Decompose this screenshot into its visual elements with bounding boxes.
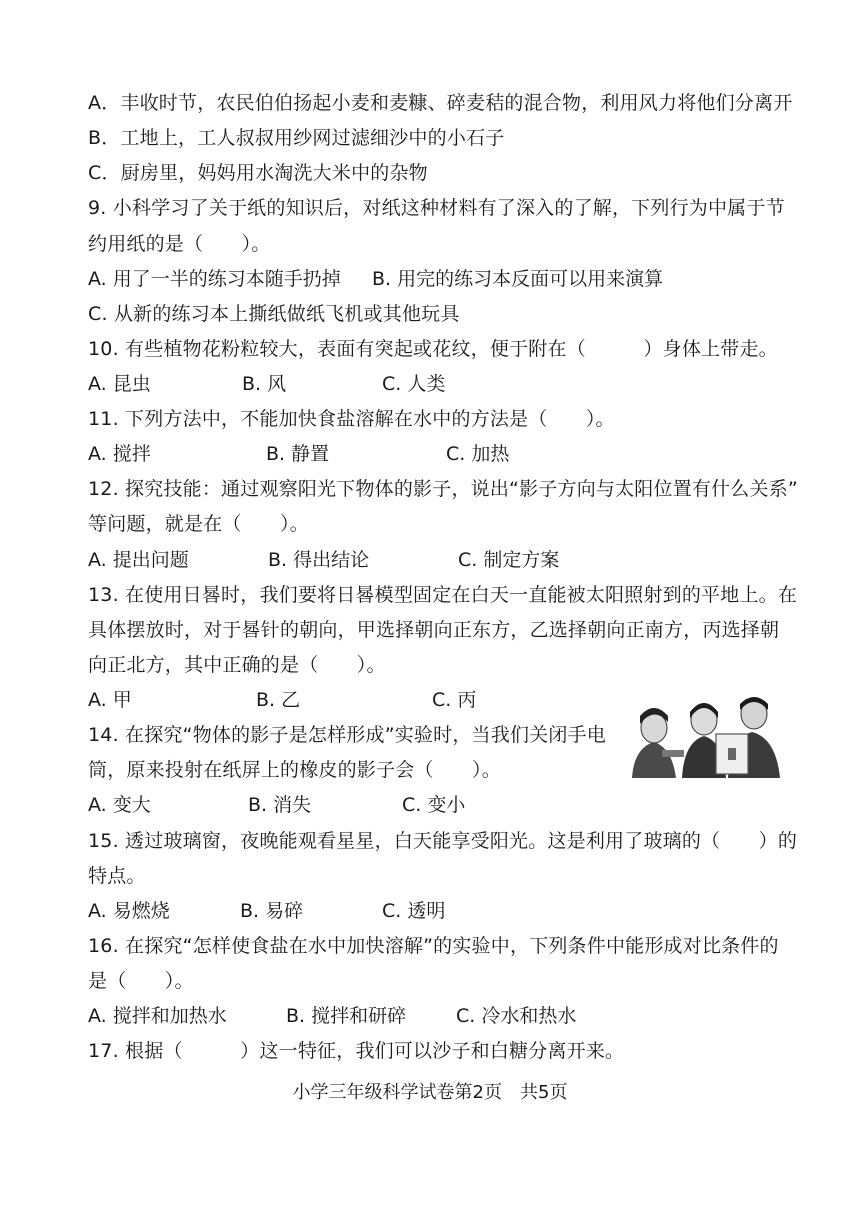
child-left (632, 708, 684, 778)
q12-option-c: C. 制定方案 (458, 549, 560, 571)
q15-option-a: A. 易燃烧 (88, 900, 170, 922)
q8-option-a: A．丰收时节，农民伯伯扬起小麦和麦糠、碎麦秸的混合物，利用风力将他们分离开 (88, 92, 793, 114)
q13-stem-line-2: 具体摆放时，对于晷针的朝向，甲选择朝向正东方，乙选择朝向正南方，丙选择朝 (88, 619, 780, 641)
q15-stem-line-2: 特点。 (88, 865, 146, 887)
q12-stem-line-1: 12. 探究技能：通过观察阳光下物体的影子，说出“影子方向与太阳位置有什么关系” (88, 478, 798, 500)
q8-option-c: C．厨房里，妈妈用水淘洗大米中的杂物 (88, 162, 428, 184)
paper-screen (716, 734, 748, 774)
q9-option-c: C. 从新的练习本上撕纸做纸飞机或其他玩具 (88, 303, 460, 325)
q14-stem-line-1: 14. 在探究“物体的影子是怎样形成”实验时，当我们关闭手电 (88, 724, 606, 746)
q11-option-a: A. 搅拌 (88, 443, 151, 465)
q16-stem-line-2: 是（ ）。 (88, 970, 194, 992)
q11-stem: 11. 下列方法中，不能加快食盐溶解在水中的方法是（ ）。 (88, 408, 615, 430)
q15-option-b: B. 易碎 (240, 900, 304, 922)
q9-option-a: A. 用了一半的练习本随手扔掉 (88, 268, 341, 290)
q15-option-c: C. 透明 (382, 900, 446, 922)
q16-stem-line-1: 16. 在探究“怎样使食盐在水中加快溶解”的实验中，下列条件中能形成对比条件的 (88, 935, 779, 957)
q10-stem: 10. 有些植物花粉粒较大，表面有突起或花纹，便于附在（ ）身体上带走。 (88, 338, 778, 360)
q13-option-b: B. 乙 (256, 689, 301, 711)
q13-option-a: A. 甲 (88, 689, 132, 711)
q15-stem-line-1: 15. 透过玻璃窗，夜晚能观看星星，白天能享受阳光。这是利用了玻璃的（ ）的 (88, 830, 798, 852)
q9-option-b: B. 用完的练习本反面可以用来演算 (372, 268, 664, 290)
q12-stem-line-2: 等问题，就是在（ ）。 (88, 513, 309, 535)
q16-option-a: A. 搅拌和加热水 (88, 1005, 227, 1027)
q12-option-a: A. 提出问题 (88, 549, 189, 571)
q17-stem: 17. 根据（ ）这一特征，我们可以沙子和白糖分离开来。 (88, 1040, 625, 1062)
q14-option-b: B. 消失 (248, 794, 312, 816)
q16-option-b: B. 搅拌和研碎 (286, 1005, 407, 1027)
q14-option-c: C. 变小 (402, 794, 466, 816)
q16-option-c: C. 冷水和热水 (456, 1005, 577, 1027)
q11-option-b: B. 静置 (266, 443, 330, 465)
page-footer: 小学三年级科学试卷第2页 共5页 (292, 1082, 568, 1103)
q14-stem-line-2: 筒，原来投射在纸屏上的橡皮的影子会（ ）。 (88, 759, 501, 781)
q14-option-a: A. 变大 (88, 794, 151, 816)
q10-option-a: A. 昆虫 (88, 373, 151, 395)
q8-option-b: B．工地上，工人叔叔用纱网过滤细沙中的小石子 (88, 127, 505, 149)
q10-option-b: B. 风 (242, 373, 287, 395)
q10-option-c: C. 人类 (382, 373, 446, 395)
q13-stem-line-3: 向正北方，其中正确的是（ ）。 (88, 654, 386, 676)
q12-option-b: B. 得出结论 (268, 549, 370, 571)
q13-option-c: C. 丙 (432, 689, 477, 711)
children-experiment-illustration (624, 690, 784, 782)
q9-stem-line-2: 约用纸的是（ ）。 (88, 233, 271, 255)
q13-stem-line-1: 13. 在使用日晷时，我们要将日晷模型固定在白天一直能被太阳照射到的平地上。在 (88, 584, 798, 606)
q11-option-c: C. 加热 (446, 443, 510, 465)
q9-stem-line-1: 9. 小科学习了关于纸的知识后，对纸这种材料有了深入的了解，下列行为中属于节 (88, 197, 785, 219)
